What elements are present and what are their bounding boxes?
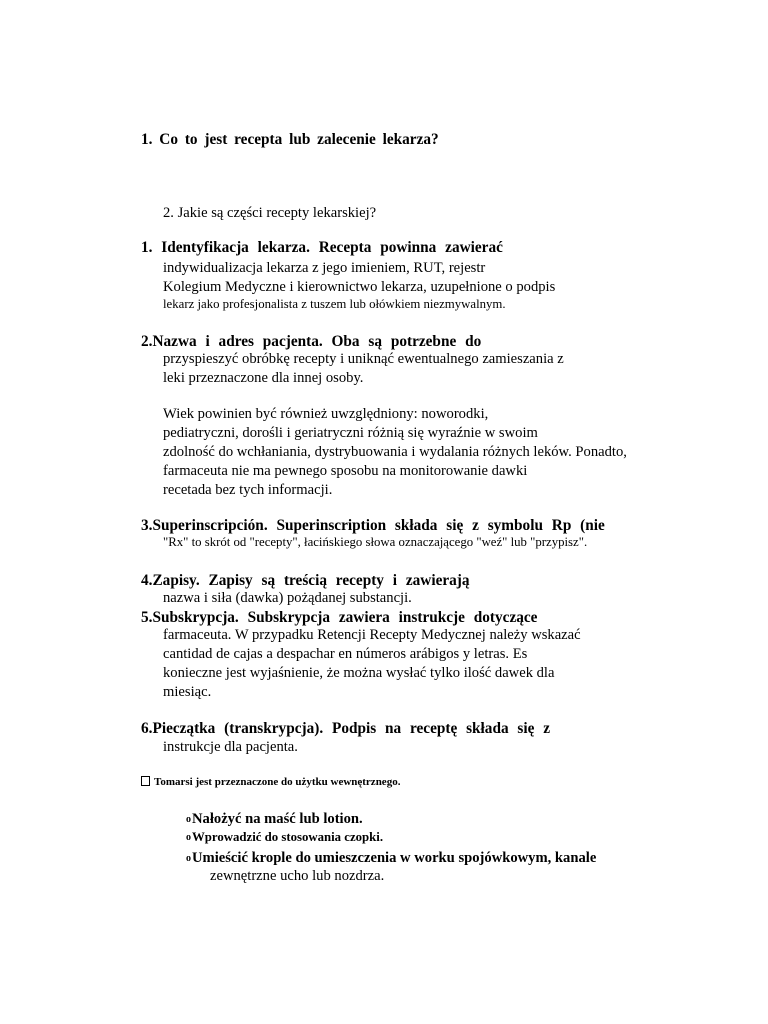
section-5-line: cantidad de cajas a despachar en números arábigos y letras. Es <box>163 646 528 662</box>
section-5-line: konieczne jest wyjaśnienie, że można wysłać tylko ilość dawek dla <box>163 665 555 681</box>
section-5-line: farmaceuta. W przypadku Retencji Recepty Medycznej należy wskazać <box>163 627 581 643</box>
section-1-line: lekarz jako profesjonalista z tuszem lub ołówkiem niezmywalnym. <box>163 297 506 311</box>
question-2: 2. Jakie są części recepty lekarskiej? <box>163 205 377 221</box>
bullet-item <box>186 851 596 866</box>
section-6-heading: 6.Pieczątka (transkrypcja). Podpis na receptę składa się z <box>141 720 551 737</box>
section-2-paragraph-line: zdolność do wchłaniania, dystrybuowania i wydalania różnych leków. Ponadto, <box>163 444 627 460</box>
checkbox-icon <box>141 776 150 786</box>
circle-bullet-icon: o <box>186 814 191 825</box>
section-3-heading: 3.Superinscripción. Superinscription składa się z symbolu Rp (nie <box>141 517 605 534</box>
bullet-text: Umieścić krople do umieszczenia w worku spojówkowym, kanale <box>192 850 597 866</box>
question-1: 1. Co to jest recepta lub zalecenie lekarza? <box>141 131 439 148</box>
bullet-text: Nałożyć na maść lub lotion. <box>192 811 363 827</box>
bullet-item <box>186 831 383 844</box>
note-line <box>141 776 400 788</box>
section-4-heading: 4.Zapisy. Zapisy są treścią recepty i zawierają <box>141 572 470 589</box>
note-text: Tomarsi jest przeznaczone do użytku wewnętrznego. <box>154 776 401 788</box>
section-4-line: nazwa i siła (dawka) pożądanej substancji. <box>163 590 412 606</box>
section-2-paragraph-line: farmaceuta nie ma pewnego sposobu na monitorowanie dawki <box>163 463 528 479</box>
bullet-item <box>186 812 363 827</box>
section-1-line: Kolegium Medyczne i kierownictwo lekarza, uzupełnione o podpis <box>163 279 556 295</box>
section-3-line: "Rx" to skrót od "recepty", łacińskiego słowa oznaczającego "weź" lub "przypisz". <box>163 535 588 549</box>
section-2-line: przyspieszyć obróbkę recepty i uniknąć ewentualnego zamieszania z <box>163 351 564 367</box>
bullet-text: Wprowadzić do stosowania czopki. <box>192 830 384 844</box>
section-2-paragraph-line: pediatryczni, dorośli i geriatryczni różnią się wyraźnie w swoim <box>163 425 538 441</box>
circle-bullet-icon: o <box>186 853 191 864</box>
section-1-line: indywidualizacja lekarza z jego imieniem, RUT, rejestr <box>163 260 486 276</box>
section-5-line: miesiąc. <box>163 684 212 700</box>
section-2-heading: 2.Nazwa i adres pacjenta. Oba są potrzebne do <box>141 333 482 350</box>
section-2-paragraph-line: recetada bez tych informacji. <box>163 482 333 498</box>
circle-bullet-icon: o <box>186 832 191 843</box>
section-2-line: leki przeznaczone dla innej osoby. <box>163 370 364 386</box>
bullet-continuation: zewnętrzne ucho lub nozdrza. <box>210 868 385 884</box>
section-6-line: instrukcje dla pacjenta. <box>163 739 298 755</box>
section-5-heading: 5.Subskrypcja. Subskrypcja zawiera instrukcje dotyczące <box>141 609 538 626</box>
section-1-heading: 1. Identyfikacja lekarza. Recepta powinna zawierać <box>141 239 503 256</box>
section-2-paragraph-line: Wiek powinien być również uwzględniony: noworodki, <box>163 406 489 422</box>
